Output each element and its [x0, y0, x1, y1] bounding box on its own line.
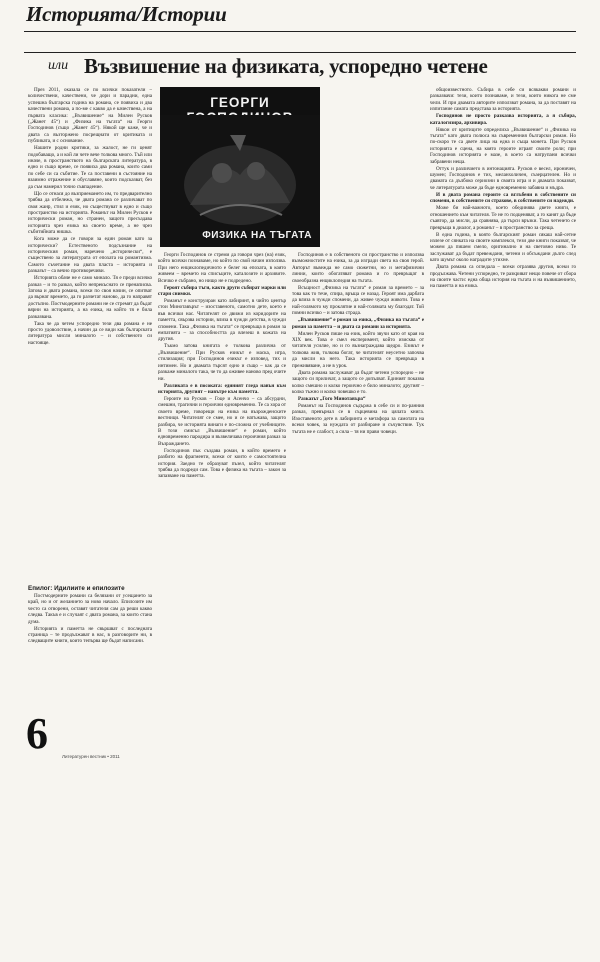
paragraph: Георги Господинов се стреми да говори чрез (на) език, който всички познаваме, но който по свой начин използва. При него енциклопедичното е белег на епохата, в която живеем – времето на списъците, каталозите и архивите. Всичко е събрано, но нищо не е подредено.	[158, 252, 286, 284]
paragraph: Историята обаче не е само минало. Тя е преди всичко разказ – и то разказ, който непрекъснато се пренаписва. Затова и двата романа, всеки по своя начин, се опитват да върнат времето, да го разчетат наново, да го направят достъпно. Постмодерните романи не се стремят да бъдат вярни на историята, а на езика, на който тя е била разказвана.	[28, 275, 152, 320]
article-column-4	[430, 87, 576, 787]
paragraph: Героят събира тъги, както други събират марки или стари снимки.	[158, 284, 286, 298]
top-rule	[24, 31, 576, 32]
epilogue-sidebar	[28, 585, 152, 713]
paragraph: Господинов пък създава роман, в който времето е разбито на фрагменти, всеки от които е самостоятелна история. Заедно те образуват пъзел, който читателят трябва да подреди сам. Това е физика на тъгата – закон за запазване на паметта.	[158, 447, 286, 480]
article-headline: Възвишение на физиката, успоредно четене	[84, 54, 488, 78]
paragraph: Що се отнася до възприемането им, то предварително трябва да отбележа, че двата романа се различават по своя жанр, стил и език, но съществуват в едно и също пространство на историята. Романът на Милен Русков е исторически роман, но странен, защото пресъздава историята чрез езика на своето време, а не чрез събитийната нишка.	[28, 190, 152, 236]
paragraph: Историята и паметта не свършват с последната страница – те продължават в нас, в разговорите ни, в следващите книги, които тепърва ще бъдат написани.	[28, 625, 152, 645]
book-cover-title: ФИЗИКА НА ТЪГАТА	[202, 230, 312, 241]
page-number: 6	[26, 709, 48, 758]
paragraph: Господинов е в собственото си пространство и използва възможностите на езика, за да изгради света на своя герой. Авторът въвежда не само сюжетни, но и метафизични линии, които обогатяват романа и го превръщат в своеобразна енциклопедия на тъгата.	[292, 252, 424, 284]
publication-credit: Литературен вестник • 2011	[62, 754, 120, 759]
paragraph: Господинов не просто разказва историята, а я събира, каталогизира, архивира.	[430, 113, 576, 126]
divider-rule	[24, 52, 576, 53]
sidebar-body	[28, 593, 152, 713]
paragraph: Героите на Русков – Гоце и Асенчо – са абсурдни, смешни, трагични и героични едновременно. Те са хора от своето време, говорещи на езика на възрожденските вестници. Читателят се смее, но и се натъжава, защото разбира, че историята винаги е по-сложна от учебниците. В този смисъл „Възвишение“ е роман, който едновременно пародира и възвеличава героичния разказ за Възраждането.	[158, 395, 286, 447]
paragraph: общоизвестното. Събира в себе си всякакви романи и разказвачи: тези, които познаваме, и тези, които никога не сме чели. И при двамата авторите използват романа, за да поставят на изпитание самата представа за историята.	[430, 87, 576, 113]
paragraph: Романът е конструиран като лабиринт, в чийто център стои Минотавърът – изоставеното, самотно дете, което е във всички нас. Читателят се движи из коридорите на паметта, свързва истории, влиза в чужди детства, в чужди спомени. Така „Физика на тъгата“ се превръща в роман за емпатията – за способността да влезеш в кожата на другия.	[158, 298, 286, 343]
paragraph: Милен Русков пише на език, който звучи като от края на XIX век. Това е смел експеримент, който изисква от читателя усилие, но и го възнаграждава щедро. Езикът е толкова жив, толкова богат, че читателят неусетно започва да мисли на него. Така историята се превръща в преживяване, а не в урок.	[292, 330, 424, 369]
book-cover-image	[160, 87, 320, 247]
paragraph: Двата романа заслужават да бъдат четени успоредно – не защото си приличат, а защото се допълват. Единият показва колко смешно и колко героично е било миналото; другият – колко тъжно и колко човешко е то.	[292, 369, 424, 395]
article-column-3	[292, 252, 424, 962]
paragraph: Тъкмо затова книгата е толкова различна от „Възвишение“. При Русков езикът е маска, игра, стилизация; при Господинов езикът е изповед, тих и интимен. Но и двамата търсят едно и също – как да се разкаже миналото така, че то да оживее наново пред очите ни.	[158, 343, 286, 382]
paragraph: „Възвишение“ е роман за езика, „Физика на тъгата“ е роман за паметта – и двата са романи за историята.	[292, 317, 424, 330]
sidebar-title: Епилог: Идилиите и епилозите	[28, 585, 125, 592]
paragraph: Всъщност „Физика на тъгата“ е роман за времето – за това как то тече, спира, връща се назад. Героят има дарбата да влиза в чужди спомени, да живее чужди животи. Това е най-голямото му проклятие и най-голямата му благодат. Той помни всичко – и затова страда.	[292, 284, 424, 317]
article-column-2	[158, 252, 286, 962]
paragraph: Двата романа са огледала – всеки отразява другия, всеки го продължава. Четени успоредно, те разкриват нещо повече от сбора на своите части: една обща история на тъгата и на възвишението, на паметта и на езика.	[430, 264, 576, 290]
paragraph: През 2011, оказала се по всички показатели – количествени, качествени, че дори и парадни, една успешна българска година на романа, се появиха и два качествени романа, а по-ме с какво да е качествена, а на първата класика: „Възвишение“ на Милен Русков („Жанет 45“) и „Физика на тъгата“ на Георги Господинов (също „Жанет 45“). Някой ще каже, че и двата са възторжено посрещнати от критиката и публиката, и с основание.	[28, 87, 152, 145]
paragraph: Нашите родни критики, за жалост, не ги ценят подобаващо, а и кой ли чете вече толкова много. Тъй или иначе, в пространството на българската литература, в едно и също време, се появиха два романа, които сами по себе си са събитие. Те са поставени в състояние на взаимно отражение и обуславяне, които подсказват, без да съм намерил точно съвпадение.	[28, 145, 152, 190]
paragraph: И в двата романа героите са вглъбени в собствените си спомени, в собствените си страхове, в собствените си надежди.	[430, 191, 576, 205]
paragraph: Разказът „Гого Минотавъра“	[298, 395, 366, 402]
paragraph: Романът на Господинов съдържа в себе си и по-ранния разказ, превърнал се в сърцевина на цялата книга. Изоставеното дете в лабиринта е метафора за самотата на всеки човек, за нуждата от разбиране и съчувствие. Тук тъгата не е слабост, а сила – тя ни прави човеци.	[292, 402, 424, 435]
paragraph: Кога може да се говори за един роман като за исторически? Естественото подсъзнание на историческия роман, наречено „исторически“, е съществено за литературата от епохата на романтизма. Самото съчетание на двата пласта – историята и разказът – са вечно противоречиви.	[28, 236, 152, 275]
paragraph: Постмодерните романи са белязани от усещането за край, но и от желанието за ново начало. Епилозите им често са отворени, оставят читателя сам да реши какво следва. Такъв е и случаят с двата романа, за които стана дума.	[28, 593, 152, 625]
paragraph: В една година, в която българският роман сякаш най-сетне излезе от сянката на своите комплекси, тези две книги показват, че можем да пишем смело, оригинално и на световно ниво. Те заслужават да бъдат превеждани, четени и обсъждани дълго след като шумът около наградите утихне.	[430, 231, 576, 264]
book-cover-illustration	[160, 115, 320, 247]
paragraph: Някои от критиците определиха „Възвишение“ и „Физика на тъгата“ като двата полюса на съвременния български роман. Но по-скоро те са двете лица на една и съща монета. При Русков историята е сцена, на която героите играят своите роли; при Господинов историята е мазе, в което са натрупани всички забравени неща.	[430, 126, 576, 165]
book-cover-author: ГЕОРГИ	[210, 95, 270, 110]
section-label: Историята/Истории	[26, 2, 227, 26]
paragraph: Оттук и различието в интонацията. Русков е весел, ироничен, шумен; Господинов е тих, меланхоличен, съзерцателен. Но и двамата са дълбоко сериозни в своята игра и и двамата показват, че литературата може да бъде едновременно забавна и мъдра.	[430, 165, 576, 191]
article-column-1	[28, 87, 152, 577]
paragraph: Може би най-важното, което обединява двете книги, е отношението към читателя. Те не го подценяват, а го канят да бъде съавтор, да мисли, да сравнява, да търси връзки. Така четенето се превръща в диалог, а романът – в пространство за среща.	[430, 205, 576, 231]
paragraph: Така че да четем успоредно тези два романа е не просто удоволствие, а начин да се види как българската литература мисли миналото – и собственото си настояще.	[28, 320, 152, 346]
paragraph: Разликата е в посоката: единият гледа навън към историята, другият – навътре към паметта.	[158, 382, 286, 395]
connector-word: или	[48, 58, 69, 73]
